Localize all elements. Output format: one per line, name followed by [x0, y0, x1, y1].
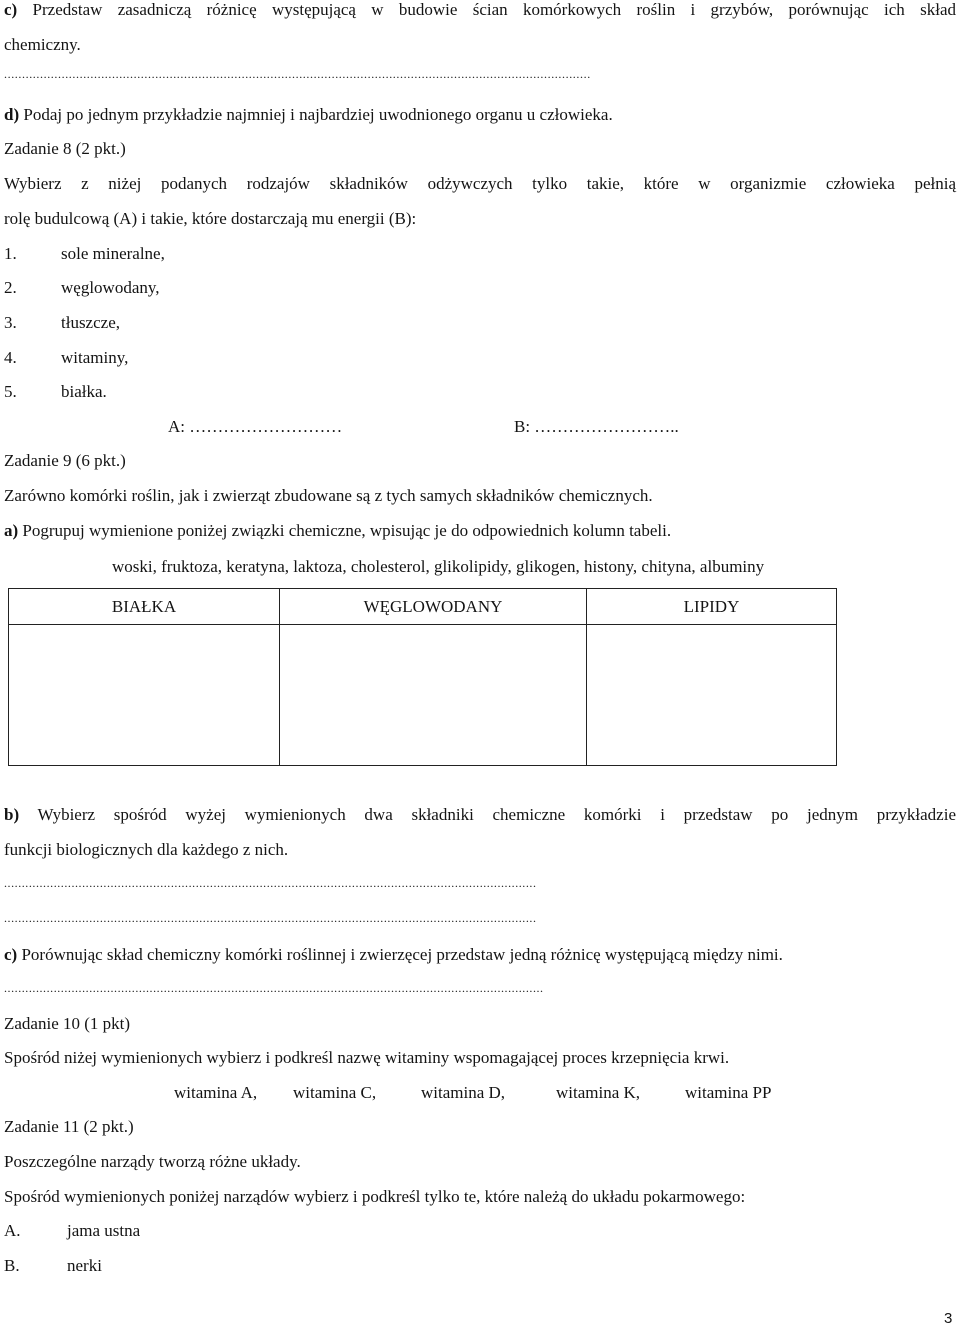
option-letter: B.	[4, 1256, 20, 1275]
vitamin-option-k[interactable]: witamina K,	[556, 1083, 641, 1102]
q9-a-line	[4, 521, 671, 541]
q8-item-text: białka.	[61, 382, 107, 401]
q9-title: Zadanie 9 (6 pkt.)	[4, 451, 126, 470]
q9-c-answer-dots: ........................................................................................................................................................	[4, 981, 544, 995]
table-header-lipidy: LIPIDY	[587, 589, 837, 625]
q11-intro: Poszczególne narządy tworzą różne układy.	[4, 1152, 301, 1171]
q8-instruction-line1: Wybierz z niżej podanych rodzajów składników odżywczych tylko takie, które w organizmie człowieka pełnią	[4, 174, 956, 193]
q8-answer-b: B: ……………………..	[514, 417, 679, 436]
q8-answer-a: A: ………………………	[168, 417, 343, 436]
vitamin-option-c[interactable]: witamina C,	[293, 1083, 377, 1102]
option-text: nerki	[67, 1256, 102, 1275]
q8-item-3	[4, 313, 120, 333]
q7-d-text: Podaj po jednym przykładzie najmniej i najbardziej uwodnionego organu u człowieka.	[23, 105, 613, 124]
q8-item-number: 5.	[4, 382, 17, 401]
q8-item-number: 3.	[4, 313, 17, 332]
q7-c-text-cont: chemiczny.	[4, 35, 81, 54]
q7-c-answer-dots: ...................................................................................................................................................................	[4, 67, 591, 81]
q9-c-letter: c)	[4, 945, 18, 964]
q8-title: Zadanie 8 (2 pkt.)	[4, 139, 126, 158]
q8-item-text: tłuszcze,	[61, 313, 120, 332]
q8-item-2	[4, 278, 160, 298]
q8-item-number: 4.	[4, 348, 17, 367]
q11-title: Zadanie 11 (2 pkt.)	[4, 1117, 134, 1136]
q8-item-number: 2.	[4, 278, 17, 297]
q9-c-text: Porównując skład chemiczny komórki roślinnej i zwierzęcej przedstaw jedną różnicę występującą między nimi.	[21, 945, 783, 964]
q9-a-letter: a)	[4, 521, 19, 540]
q9-b-line1	[4, 805, 956, 825]
q11-option-a[interactable]	[4, 1221, 140, 1241]
q10-title: Zadanie 10 (1 pkt)	[4, 1014, 131, 1033]
q11-instruction: Spośród wymienionych poniżej narządów wybierz i podkreśl tylko te, które należą do układu pokarmowego:	[4, 1187, 746, 1206]
option-letter: A.	[4, 1221, 21, 1240]
q8-instruction-line2: rolę budulcową (A) i takie, które dostarczają mu energii (B):	[4, 209, 417, 228]
q9-intro: Zarówno komórki roślin, jak i zwierząt zbudowane są z tych samych składników chemicznych.	[4, 486, 653, 505]
table-header-weglowodany: WĘGLOWODANY	[280, 589, 587, 625]
option-text: jama ustna	[67, 1221, 141, 1240]
page-number: 3	[944, 1310, 953, 1327]
answer-cell-bialka[interactable]	[9, 625, 280, 766]
q8-item-text: węglowodany,	[61, 278, 160, 297]
table-answer-row	[9, 625, 837, 766]
q8-item-text: sole mineralne,	[61, 244, 165, 263]
vitamin-option-pp[interactable]: witamina PP	[685, 1083, 772, 1102]
q7-d-line	[4, 105, 613, 125]
q7-c-letter: c)	[4, 0, 18, 19]
q8-item-1	[4, 244, 165, 264]
q8-item-5	[4, 382, 107, 402]
q9-b-answer-dots-2: ......................................................................................................................................................	[4, 911, 537, 925]
q10-instruction: Spośród niżej wymienionych wybierz i podkreśl nazwę witaminy wspomagającej proces krzepnięcia krwi.	[4, 1048, 730, 1067]
q9-b-text: Wybierz spośród wyżej wymienionych dwa składniki chemiczne komórki i przedstaw po jednym przykładzie	[37, 805, 956, 824]
q9-answer-table	[8, 588, 837, 766]
answer-cell-lipidy[interactable]	[587, 625, 837, 766]
q9-a-text: Pogrupuj wymienione poniżej związki chemiczne, wpisując je do odpowiednich kolumn tabeli.	[22, 521, 672, 540]
q9-c-line	[4, 945, 783, 965]
q7-d-letter: d)	[4, 105, 20, 124]
q8-item-text: witaminy,	[61, 348, 129, 367]
q7-c-line	[4, 0, 956, 20]
q8-item-4	[4, 348, 128, 368]
q8-item-number: 1.	[4, 244, 17, 263]
q9-b-line2: funkcji biologicznych dla każdego z nich.	[4, 840, 289, 859]
table-header-bialka: BIAŁKA	[9, 589, 280, 625]
q11-option-b[interactable]	[4, 1256, 102, 1276]
q9-b-answer-dots-1: ......................................................................................................................................................	[4, 876, 537, 890]
q9-compound-list: woski, fruktoza, keratyna, laktoza, cholesterol, glikolipidy, glikogen, histony, chityna, albuminy	[112, 557, 765, 576]
table-header-row	[9, 589, 837, 625]
q9-b-letter: b)	[4, 805, 20, 824]
answer-cell-weglowodany[interactable]	[280, 625, 587, 766]
vitamin-option-a[interactable]: witamina A,	[174, 1083, 258, 1102]
vitamin-option-d[interactable]: witamina D,	[421, 1083, 506, 1102]
q7-c-text: Przedstaw zasadniczą różnicę występującą w budowie ścian komórkowych roślin i grzybów, porównując ich skład	[32, 0, 956, 19]
